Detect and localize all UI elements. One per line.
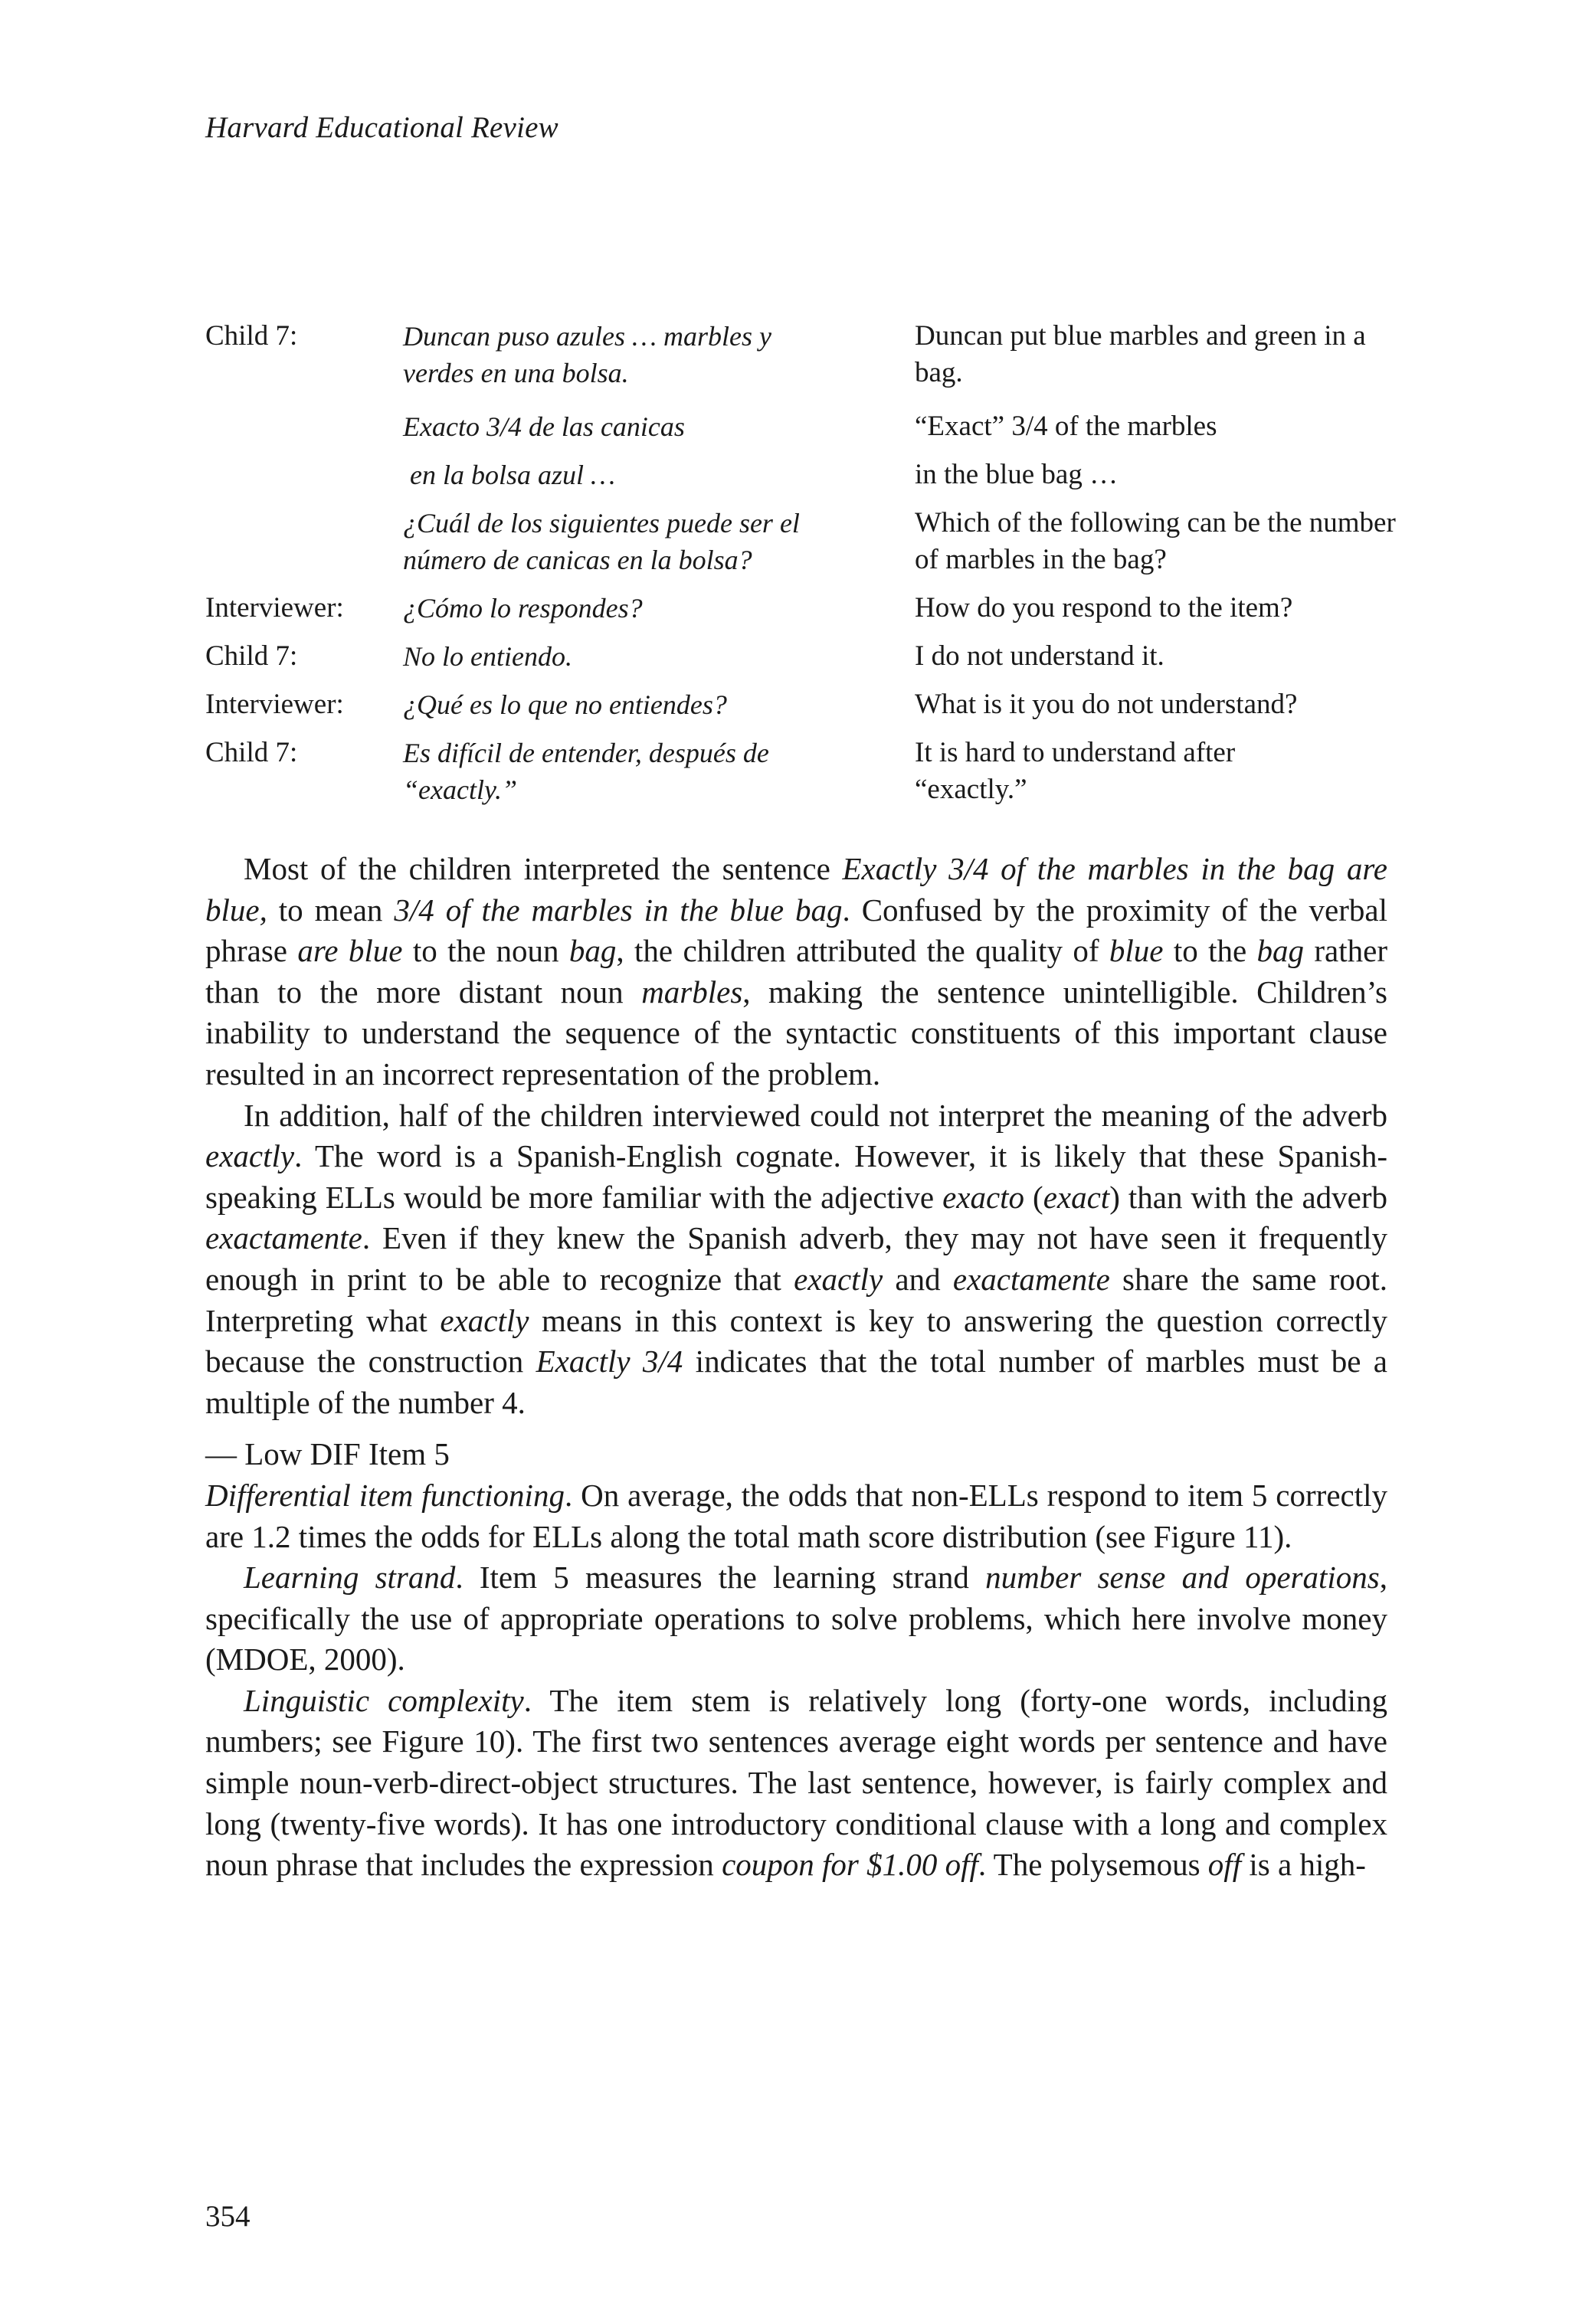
page-number: 354 xyxy=(205,2200,251,2233)
english-translation: Which of the following can be the number of marbles in the bag? xyxy=(915,507,1396,575)
speaker-label: Child 7: xyxy=(205,737,298,768)
english-translation: Duncan put blue marbles and green in a bag. xyxy=(915,320,1366,388)
english-translation: “Exact” 3/4 of the marbles xyxy=(915,411,1217,442)
spanish-utterance: ¿Cuál de los siguientes puede ser el número de canicas en la bolsa? xyxy=(403,508,800,575)
english-translation: in the blue bag … xyxy=(915,459,1119,490)
spanish-utterance: Duncan puso azules … marbles y verdes en una bolsa. xyxy=(403,321,771,388)
paragraph-linguistic-complexity: Linguistic complexity. The item stem is relatively long (forty-one words, including numbers; see Figure 10). The first two sentences average eight words per sentence and have simple noun-verb-direct-object structures. The last sentence, however, is fairly complex and long (twenty-five words). It has one introductory conditional clause with a long and complex noun phrase that includes the expression coupon for $1.00 off. The polysemous off is a high- xyxy=(205,1682,1387,1883)
speaker-label: Interviewer: xyxy=(205,689,344,720)
english-translation: How do you respond to the item? xyxy=(915,592,1293,624)
english-translation: What is it you do not understand? xyxy=(915,689,1298,720)
running-head: Harvard Educational Review xyxy=(205,111,558,144)
paragraph-interpretation: Most of the children interpreted the sentence Exactly 3/4 of the marbles in the bag are blue, to mean 3/4 of the marbles in the blue bag. Confused by the proximity of the verbal phrase are blue to the noun bag, the children attributed the quality of blue to the bag rather than to the more distant noun marbles, making the sentence unintelligible. Children’s inability to understand the sequence of the syntactic constituents of this important clause resulted in an incorrect representation of the problem. xyxy=(205,851,1387,1092)
speaker-label: Interviewer: xyxy=(205,592,344,624)
spanish-utterance: Es difícil de entender, después de “exactly.” xyxy=(403,738,769,805)
spanish-utterance: No lo entiendo. xyxy=(403,641,572,672)
paragraph-adverb-exactly: In addition, half of the children interviewed could not interpret the meaning of the adverb exactly. The word is a Spanish-English cognate. However, it is likely that these Spanish-speaking ELLs would be more familiar with the adjective exacto (exact) than with the adverb exactamente. Even if they knew the Spanish adverb, they may not have seen it frequently enough in print to be able to recognize that exactly and exactamente share the same root. Interpreting what exactly means in this context is key to answering the question correctly because the construction Exactly 3/4 indicates that the total number of marbles must be a multiple of the number 4. xyxy=(205,1097,1388,1420)
section-heading: — Low DIF Item 5 xyxy=(205,1436,450,1472)
paragraph-dif: Differential item functioning. On average, the odds that non-ELLs respond to item 5 correctly are 1.2 times the odds for ELLs along the total math score distribution (see Figure 11). xyxy=(205,1477,1387,1554)
spanish-utterance: en la bolsa azul … xyxy=(403,460,616,490)
spanish-utterance: ¿Cómo lo respondes? xyxy=(403,593,643,624)
paragraph-learning-strand: Learning strand. Item 5 measures the learning strand number sense and operations, specifically the use of appropriate operations to solve problems, which here involve money (MDOE, 2000). xyxy=(205,1560,1387,1678)
body-text xyxy=(205,849,1387,1886)
speaker-label: Child 7: xyxy=(205,640,298,672)
spanish-utterance: Exacto 3/4 de las canicas xyxy=(403,411,685,442)
english-translation: It is hard to understand after “exactly.” xyxy=(915,737,1236,805)
speaker-label: Child 7: xyxy=(205,320,298,352)
spanish-utterance: ¿Qué es lo que no entiendes? xyxy=(403,689,727,720)
english-translation: I do not understand it. xyxy=(915,640,1164,672)
